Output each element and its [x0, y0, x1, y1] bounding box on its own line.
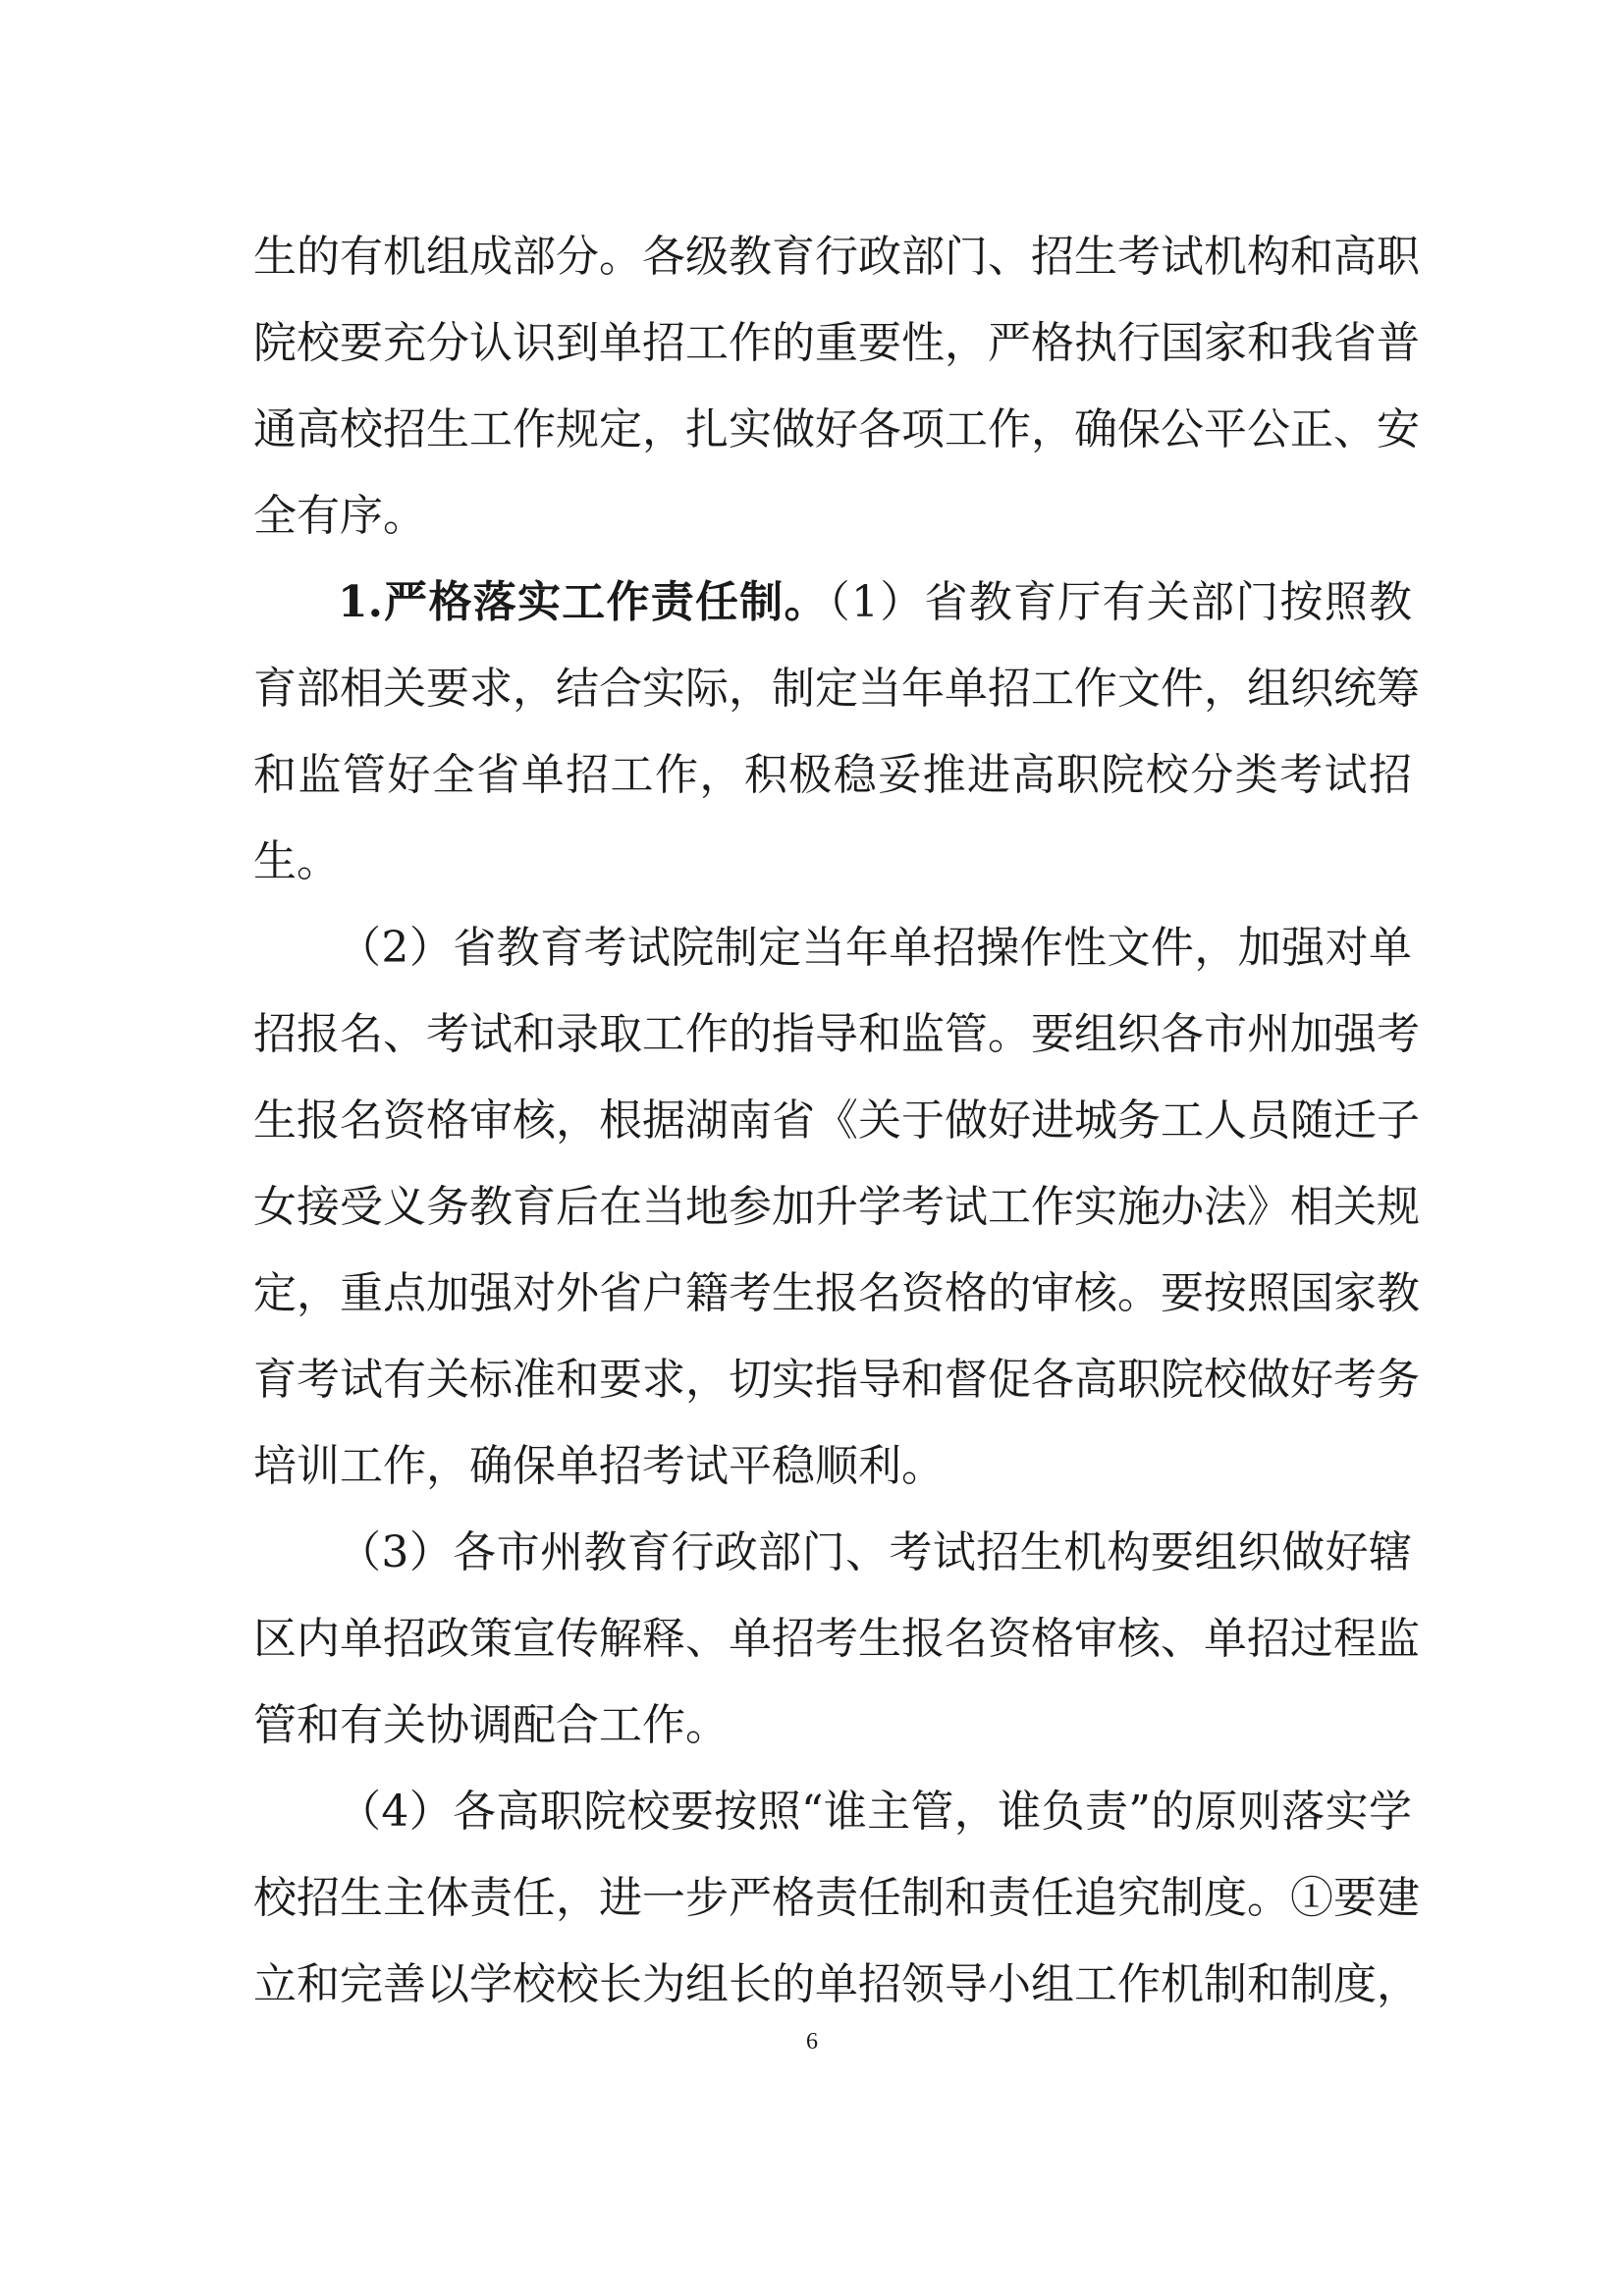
text-line: （4）各高职院校要按照“谁主管，谁负责”的原则落实学 — [338, 1787, 1412, 1837]
text-line: （3）各市州教育行政部门、考试招生机构要组织做好辖 — [338, 1527, 1412, 1577]
section-heading: 1.严格落实工作责任制。 — [338, 577, 829, 627]
text-line: 校招生主体责任，进一步严格责任制和责任追究制度。①要建 — [253, 1873, 1420, 1923]
text-line: 管和有关协调配合工作。 — [253, 1700, 729, 1750]
text-line: 全有序。 — [253, 491, 426, 541]
text-line: 区内单招政策宣传解释、单招考生报名资格审核、单招过程监 — [253, 1614, 1420, 1664]
text-line: 生的有机组成部分。各级教育行政部门、招生考试机构和高职 — [253, 232, 1420, 282]
text-line: 生报名资格审核，根据湖南省《关于做好进城务工人员随迁子 — [253, 1095, 1420, 1146]
section-heading-line — [338, 573, 1412, 632]
text-line: 女接受义务教育后在当地参加升学考试工作实施办法》相关规 — [253, 1182, 1420, 1232]
text-line: 培训工作，确保单招考试平稳顺利。 — [253, 1441, 945, 1491]
text-line: 育部相关要求，结合实际，制定当年单招工作文件，组织统筹 — [253, 664, 1420, 714]
text-line: 立和完善以学校校长为组长的单招领导小组工作机制和制度， — [253, 1959, 1420, 2009]
text-line: 定，重点加强对外省户籍考生报名资格的审核。要按照国家教 — [253, 1268, 1420, 1318]
text-line: 育考试有关标准和要求，切实指导和督促各高职院校做好考务 — [253, 1355, 1420, 1405]
text-line: （2）省教育考试院制定当年单招操作性文件，加强对单 — [338, 923, 1412, 973]
page-number: 6 — [806, 2029, 818, 2055]
text-line: 生。 — [253, 836, 340, 886]
text-line: 通高校招生工作规定，扎实做好各项工作，确保公平公正、安 — [253, 404, 1420, 454]
text-line: 招报名、考试和录取工作的指导和监管。要组织各市州加强考 — [253, 1009, 1420, 1059]
text-line: 院校要充分认识到单招工作的重要性，严格执行国家和我省普 — [253, 318, 1420, 368]
text-run: （1）省教育厅有关部门按照教 — [828, 577, 1412, 627]
text-line: 和监管好全省单招工作，积极稳妥推进高职院校分类考试招 — [253, 750, 1412, 800]
